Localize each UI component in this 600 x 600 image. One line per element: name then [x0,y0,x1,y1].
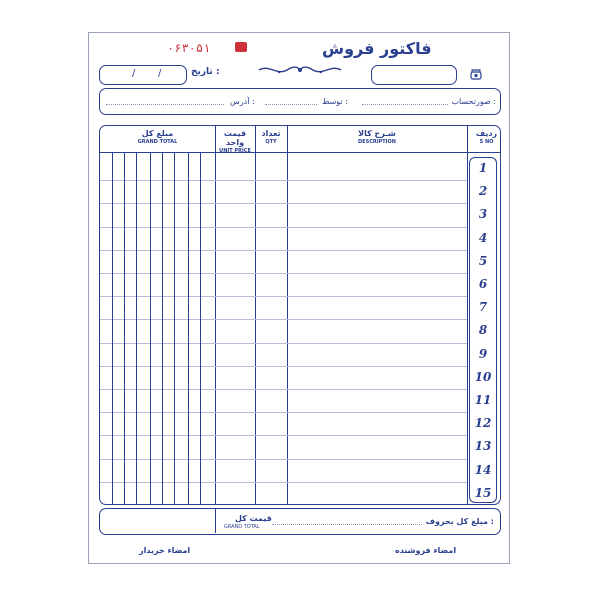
row-rule [100,435,467,436]
row-number: 4 [478,230,488,245]
row-number: 1 [478,161,488,175]
column-divider [255,126,256,504]
row-number: 3 [478,207,488,222]
invoice-sheet [88,32,510,564]
row-number: 7 [478,300,488,315]
row-rule [100,412,467,413]
amount-digit-rule [174,152,175,505]
amount-digit-rule [162,152,163,505]
column-divider [467,126,468,504]
total-amount-field[interactable] [100,509,216,533]
customer-info-box [99,88,501,115]
address-field[interactable] [106,104,224,105]
total-box [99,508,501,535]
amount-in-words-field[interactable] [272,524,422,525]
account-label: صورتحساب : [451,97,496,106]
row-rule [100,343,467,344]
total-label: قیمت کل [235,514,272,523]
amount-digit-rule [188,152,189,505]
row-rule [100,250,467,251]
column-header-quantity: تعداد QTY [261,129,281,145]
via-label: توسط : [322,97,348,106]
date-separator: / [132,68,136,79]
row-number: 8 [478,323,488,338]
stamp-icon [235,42,247,52]
buyer-signature-label: امضاء خریدار [139,546,191,555]
row-rule [100,273,467,274]
phone-icon [469,67,483,81]
via-field[interactable] [265,104,317,105]
row-rule [100,459,467,460]
seller-signature-label: امضاء فروشنده [395,546,457,555]
row-rule [100,203,467,204]
row-rule [100,319,467,320]
amount-digit-rule [112,152,113,505]
amount-digit-rule [124,152,125,505]
row-number: 15 [474,485,492,500]
items-table [99,125,501,505]
row-rule [100,227,467,228]
total-label-en: GRAND TOTAL [224,524,260,530]
invoice-title: فاکتور فروش [322,39,432,58]
column-divider [287,126,288,504]
account-field[interactable] [362,104,448,105]
invoice-serial-number: ۰۶۳۰۵۱ [167,41,211,55]
row-number: 6 [478,277,488,291]
column-header-unit-price: قیمت واحد UNIT PRICE [219,129,251,154]
column-divider [215,126,216,504]
row-number: 9 [478,346,488,361]
row-number: 5 [478,253,488,268]
row-rule [100,296,467,297]
row-number: 11 [474,393,492,407]
ornament-icon [257,63,343,77]
row-number: 10 [474,369,492,384]
amount-in-words-label: مبلغ کل بحروف : [425,517,494,526]
date-label: تاریخ : [191,67,220,77]
row-number: 12 [474,416,492,431]
column-header-row-number: ردیف S NO [475,129,498,145]
column-header-description: شـرح کالا DESCRIPTION [358,129,396,145]
amount-digit-rule [200,152,201,505]
row-number: 14 [474,462,492,477]
amount-digit-rule [136,152,137,505]
amount-digit-rule [150,152,151,505]
date-separator: / [158,68,162,79]
row-number: 2 [478,184,488,199]
row-number: 13 [474,439,492,454]
column-header-grand-total: مبلغ کل GRAND TOTAL [137,129,178,145]
row-rule [100,366,467,367]
row-rule [100,482,467,483]
header-field[interactable] [371,65,457,85]
row-rule [100,389,467,390]
header-divider [100,152,500,153]
address-label: آدرس : [230,97,255,106]
date-field[interactable] [99,65,187,85]
row-rule [100,180,467,181]
